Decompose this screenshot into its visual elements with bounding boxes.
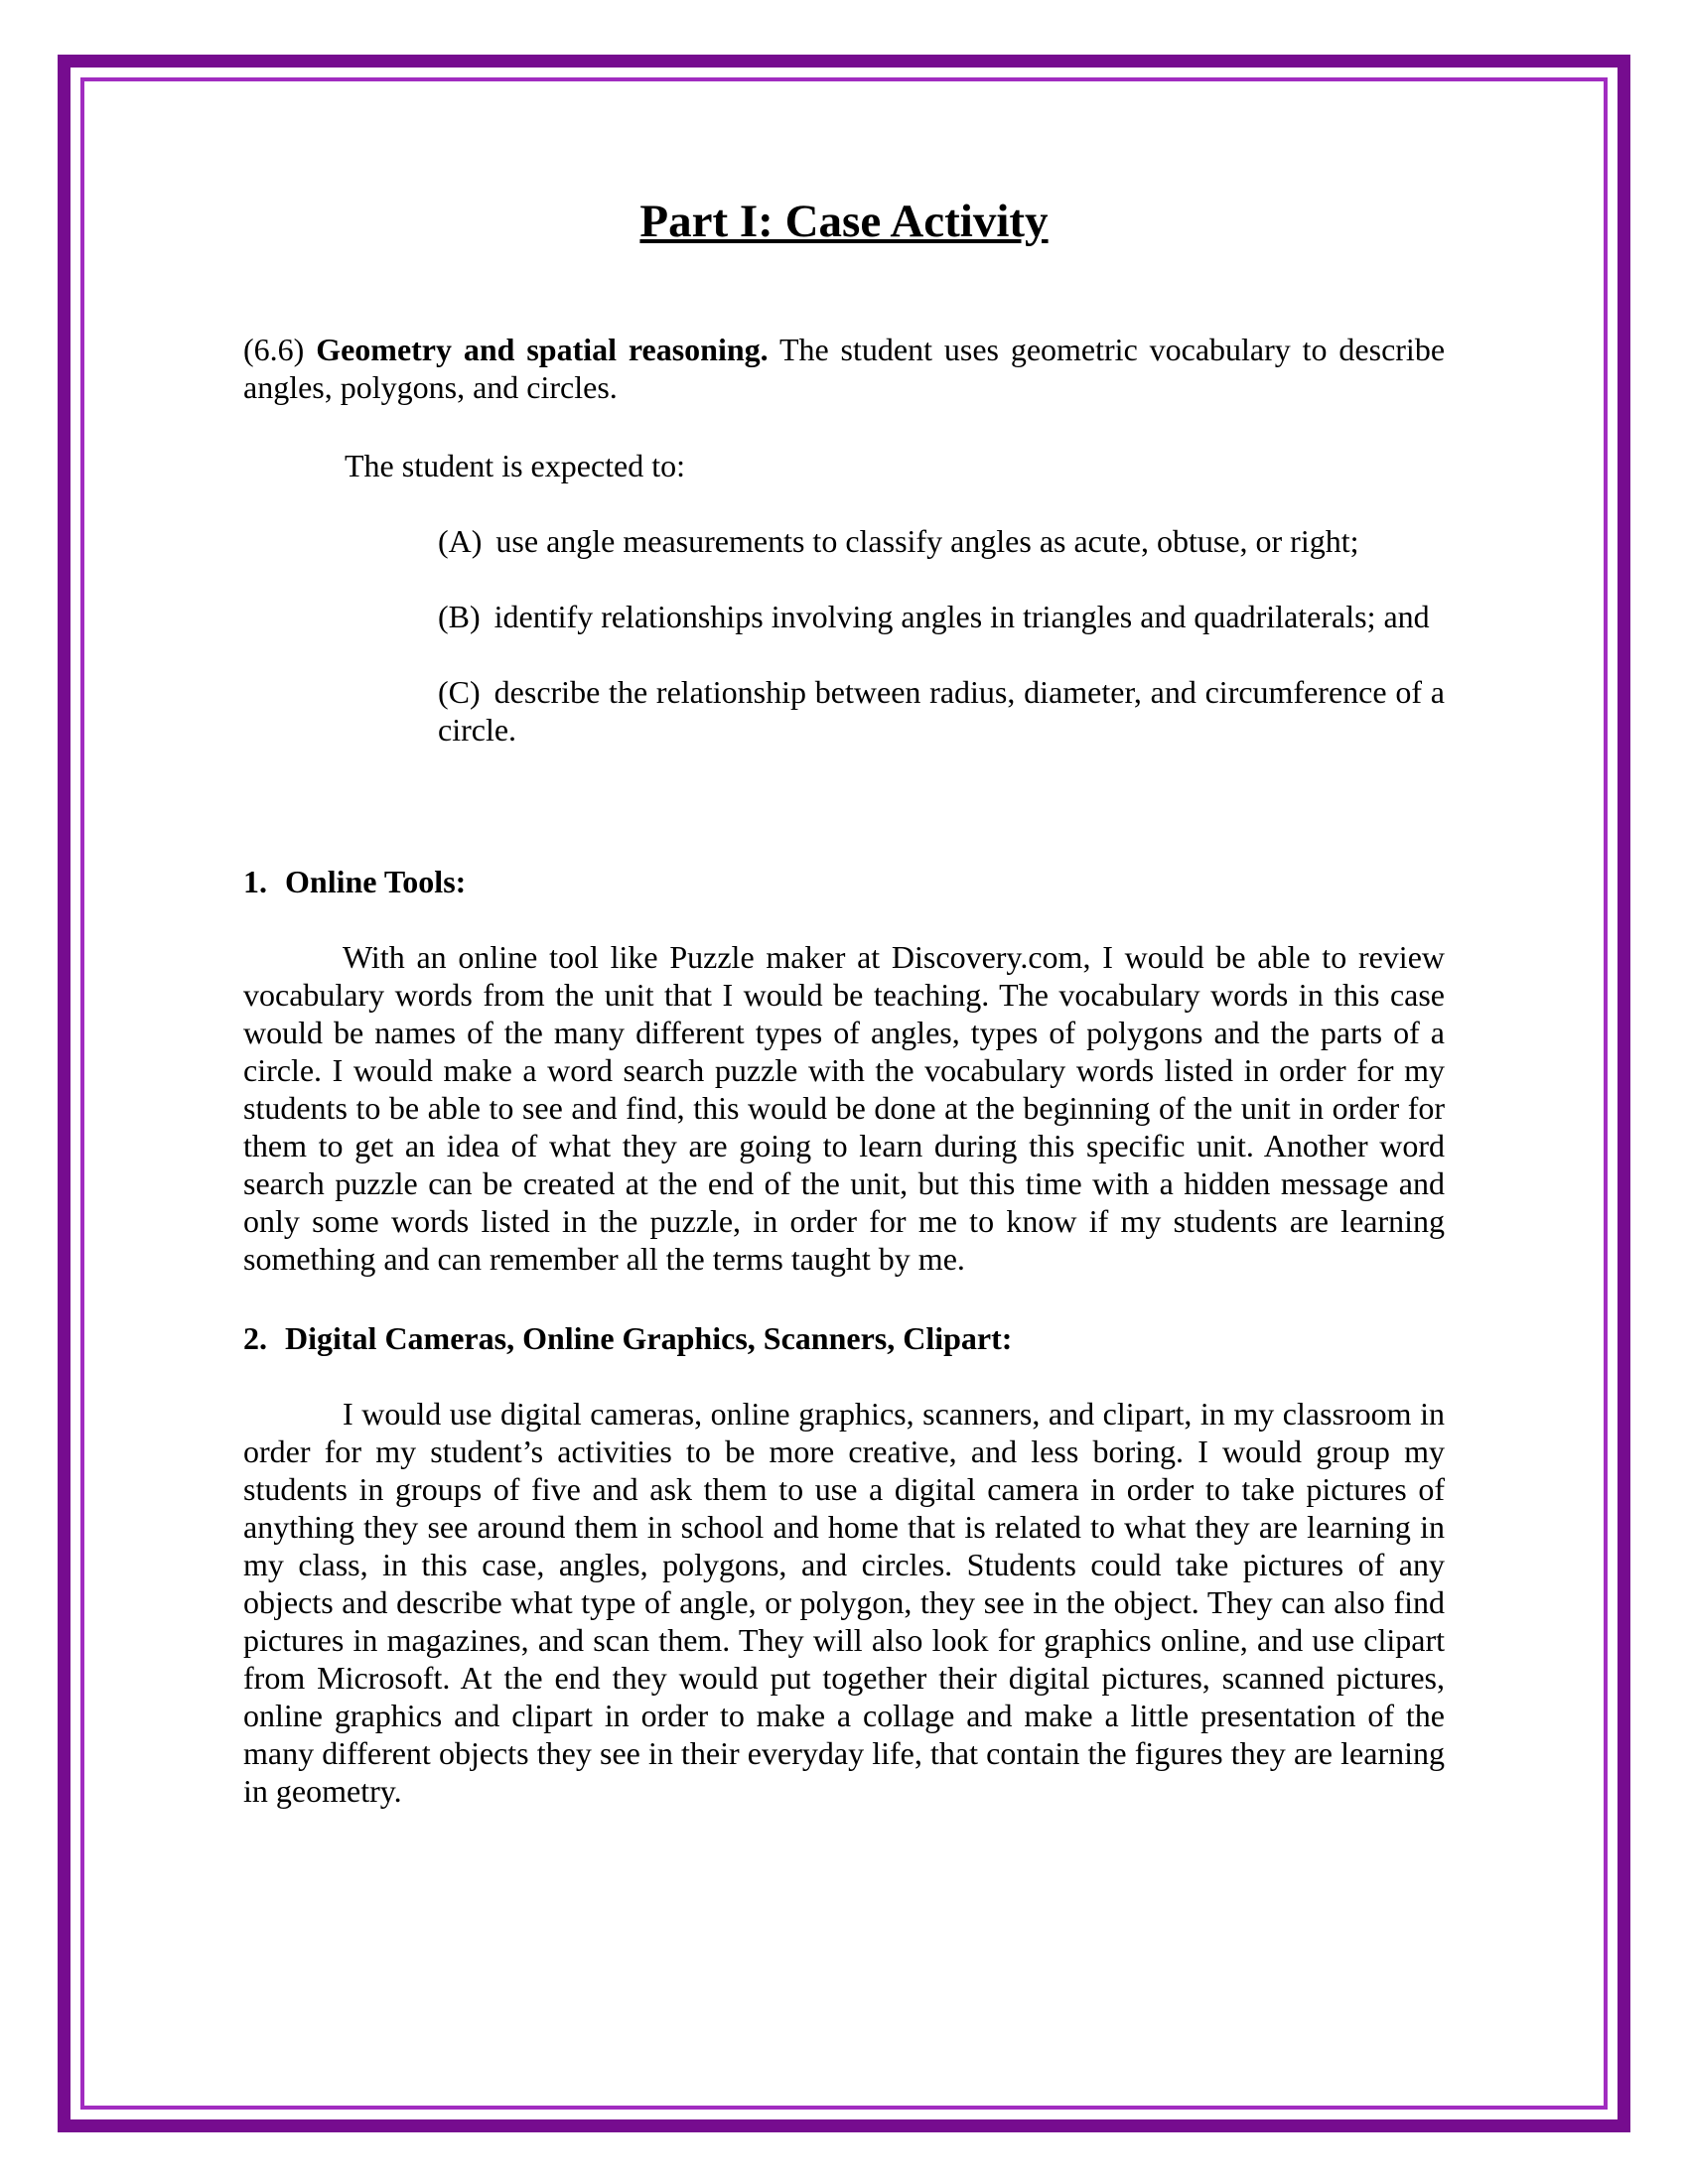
- expectation-item-b: [438, 598, 1445, 635]
- section-number: 1.: [243, 864, 267, 899]
- intro-standard-number: (6.6): [243, 332, 317, 367]
- expectation-text-a: use angle measurements to classify angles as acute, obtuse, or right;: [495, 523, 1359, 559]
- expectation-text-c: describe the relationship between radius, diameter, and circumference of a circle.: [438, 674, 1445, 748]
- section-body: With an online tool like Puzzle maker at Discovery.com, I would be able to review vocabulary words from the unit that I would be teaching. The vocabulary words in this case would be names of the many different types of angles, types of polygons and the parts of a circle. I would make a word search puzzle with the vocabulary words listed in order for my students to be able to see and find, this would be done at the beginning of the unit in order for them to get an idea of what they are going to learn during this specific unit. Another word search puzzle can be created at the end of the unit, but this time with a hidden message and only some words listed in the puzzle, in order for me to know if my students are learning something and can remember all the terms taught by me.: [243, 939, 1445, 1277]
- intro-text: The student uses geometric vocabulary to describe angles, polygons, and circles.: [243, 332, 1446, 405]
- section-heading: [243, 1319, 1445, 1357]
- expectation-label-c: (C): [438, 674, 481, 710]
- intro-emphasis: Geometry and spatial reasoning.: [316, 332, 769, 367]
- expectation-list: [438, 522, 1445, 749]
- expectation-text-b: identify relationships involving angles in triangles and quadrilaterals; and: [493, 599, 1430, 634]
- document-content: [243, 194, 1445, 1851]
- expectation-label-a: (A): [438, 523, 483, 559]
- section-title: Digital Cameras, Online Graphics, Scanners, Clipart:: [285, 1320, 1013, 1356]
- intro-paragraph: [243, 331, 1445, 406]
- section-heading: [243, 863, 1445, 900]
- section-body: I would use digital cameras, online graphics, scanners, and clipart, in my classroom in order for my student’s activities to be more creative, and less boring. I would group my students in groups of five and ask them to use a digital camera in order to take pictures of anything they see around them in school and home that is related to what they are learning in my class, in this case, angles, polygons, and circles. Students could take pictures of any objects and describe what type of angle, or polygon, they see in the object. They can also find pictures in magazines, and scan them. They will also look for graphics online, and use clipart from Microsoft. At the end they would put together their digital pictures, scanned pictures, online graphics and clipart in order to make a collage and make a little presentation of the many different objects they see in their everyday life, that contain the figures they are learning in geometry.: [243, 1396, 1445, 1809]
- section-digital-cameras: [243, 1319, 1445, 1810]
- expectation-item-c: [438, 673, 1445, 749]
- expectation-item-a: [438, 522, 1445, 560]
- section-online-tools: [243, 863, 1445, 1278]
- expectation-lead: The student is expected to:: [345, 448, 686, 483]
- section-number: 2.: [243, 1320, 267, 1356]
- expectation-label-b: (B): [438, 599, 481, 634]
- section-title: Online Tools:: [285, 864, 467, 899]
- document-title: Part I: Case Activity: [639, 196, 1049, 247]
